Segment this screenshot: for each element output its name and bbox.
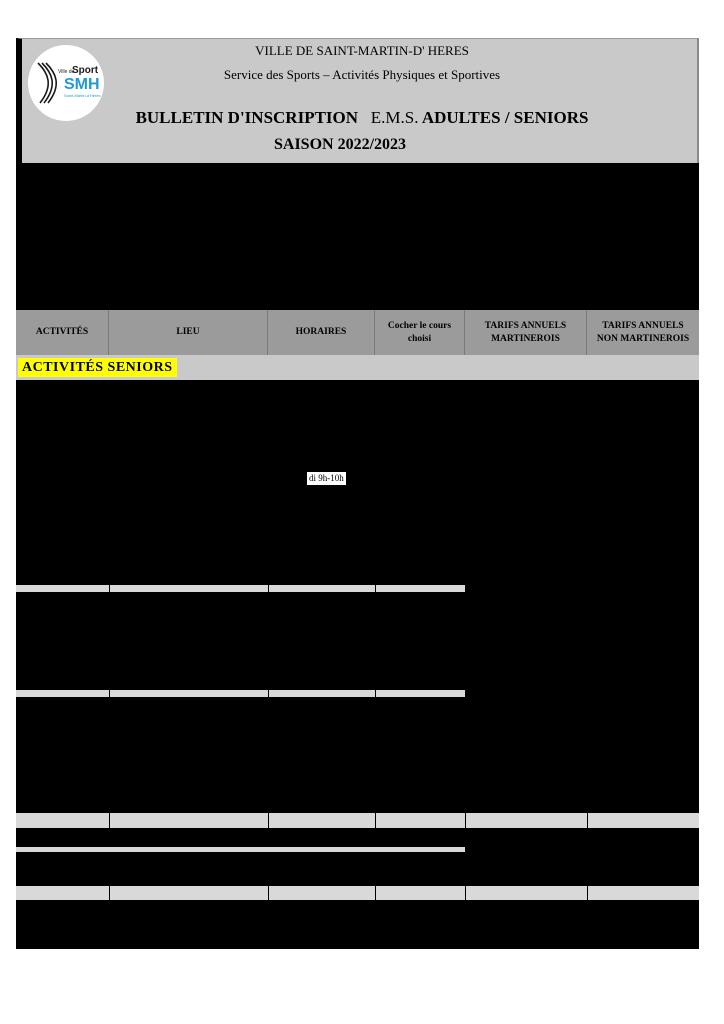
- schedule-cell: di 9h-10h: [309, 473, 344, 483]
- section-title: ACTIVITÉS SENIORS: [18, 358, 177, 377]
- col-divider: [375, 886, 376, 900]
- table-header: [16, 310, 699, 355]
- service-name: Service des Sports – Activités Physiques et Sportives: [223, 67, 501, 82]
- col-divider: [465, 886, 466, 900]
- col-divider: [375, 690, 376, 697]
- row-separator: [16, 847, 465, 852]
- col-divider: [375, 813, 376, 828]
- col-divider: [109, 690, 110, 697]
- col-activites: ACTIVITÉS: [16, 310, 109, 355]
- season-label: SAISON 2022/2023: [273, 136, 407, 153]
- redacted-block-top: [16, 163, 699, 310]
- col-divider: [587, 813, 588, 828]
- redacted-table-body: [16, 380, 699, 949]
- audience-label: ADULTES / SENIORS: [421, 108, 589, 127]
- col-horaires: HORAIRES: [268, 310, 375, 355]
- row-separator: [16, 690, 465, 697]
- row-separator: [16, 585, 465, 592]
- col-divider: [465, 813, 466, 828]
- document-title: [0, 108, 724, 128]
- row-separator: [16, 886, 699, 900]
- row-separator: [16, 813, 699, 828]
- logo-prefix: Ville de: [58, 69, 75, 75]
- col-divider: [109, 813, 110, 828]
- col-divider: [268, 585, 269, 592]
- col-lieu: LIEU: [109, 310, 268, 355]
- col-tarifs-non-martinerois: TARIFS ANNUELS NON MARTINEROIS: [596, 320, 690, 344]
- col-divider: [268, 886, 269, 900]
- bulletin-title: BULLETIN D'INSCRIPTION: [135, 108, 359, 127]
- col-divider: [587, 886, 588, 900]
- col-divider: [268, 690, 269, 697]
- ems-label: E.M.S.: [370, 108, 419, 127]
- col-tarifs-martinerois: TARIFS ANNUELS MARTINEROIS: [465, 310, 587, 355]
- col-cocher: Cocher le cours choisi: [375, 310, 465, 355]
- col-divider: [375, 585, 376, 592]
- logo-sport: Sport: [72, 65, 99, 76]
- city-name: VILLE DE SAINT-MARTIN-D' HERES: [255, 43, 469, 58]
- col-divider: [109, 886, 110, 900]
- logo-tagline: Saint-Martin-d'Hères: [64, 93, 101, 98]
- logo-initials: SMH: [64, 76, 100, 93]
- col-divider: [109, 585, 110, 592]
- col-divider: [268, 813, 269, 828]
